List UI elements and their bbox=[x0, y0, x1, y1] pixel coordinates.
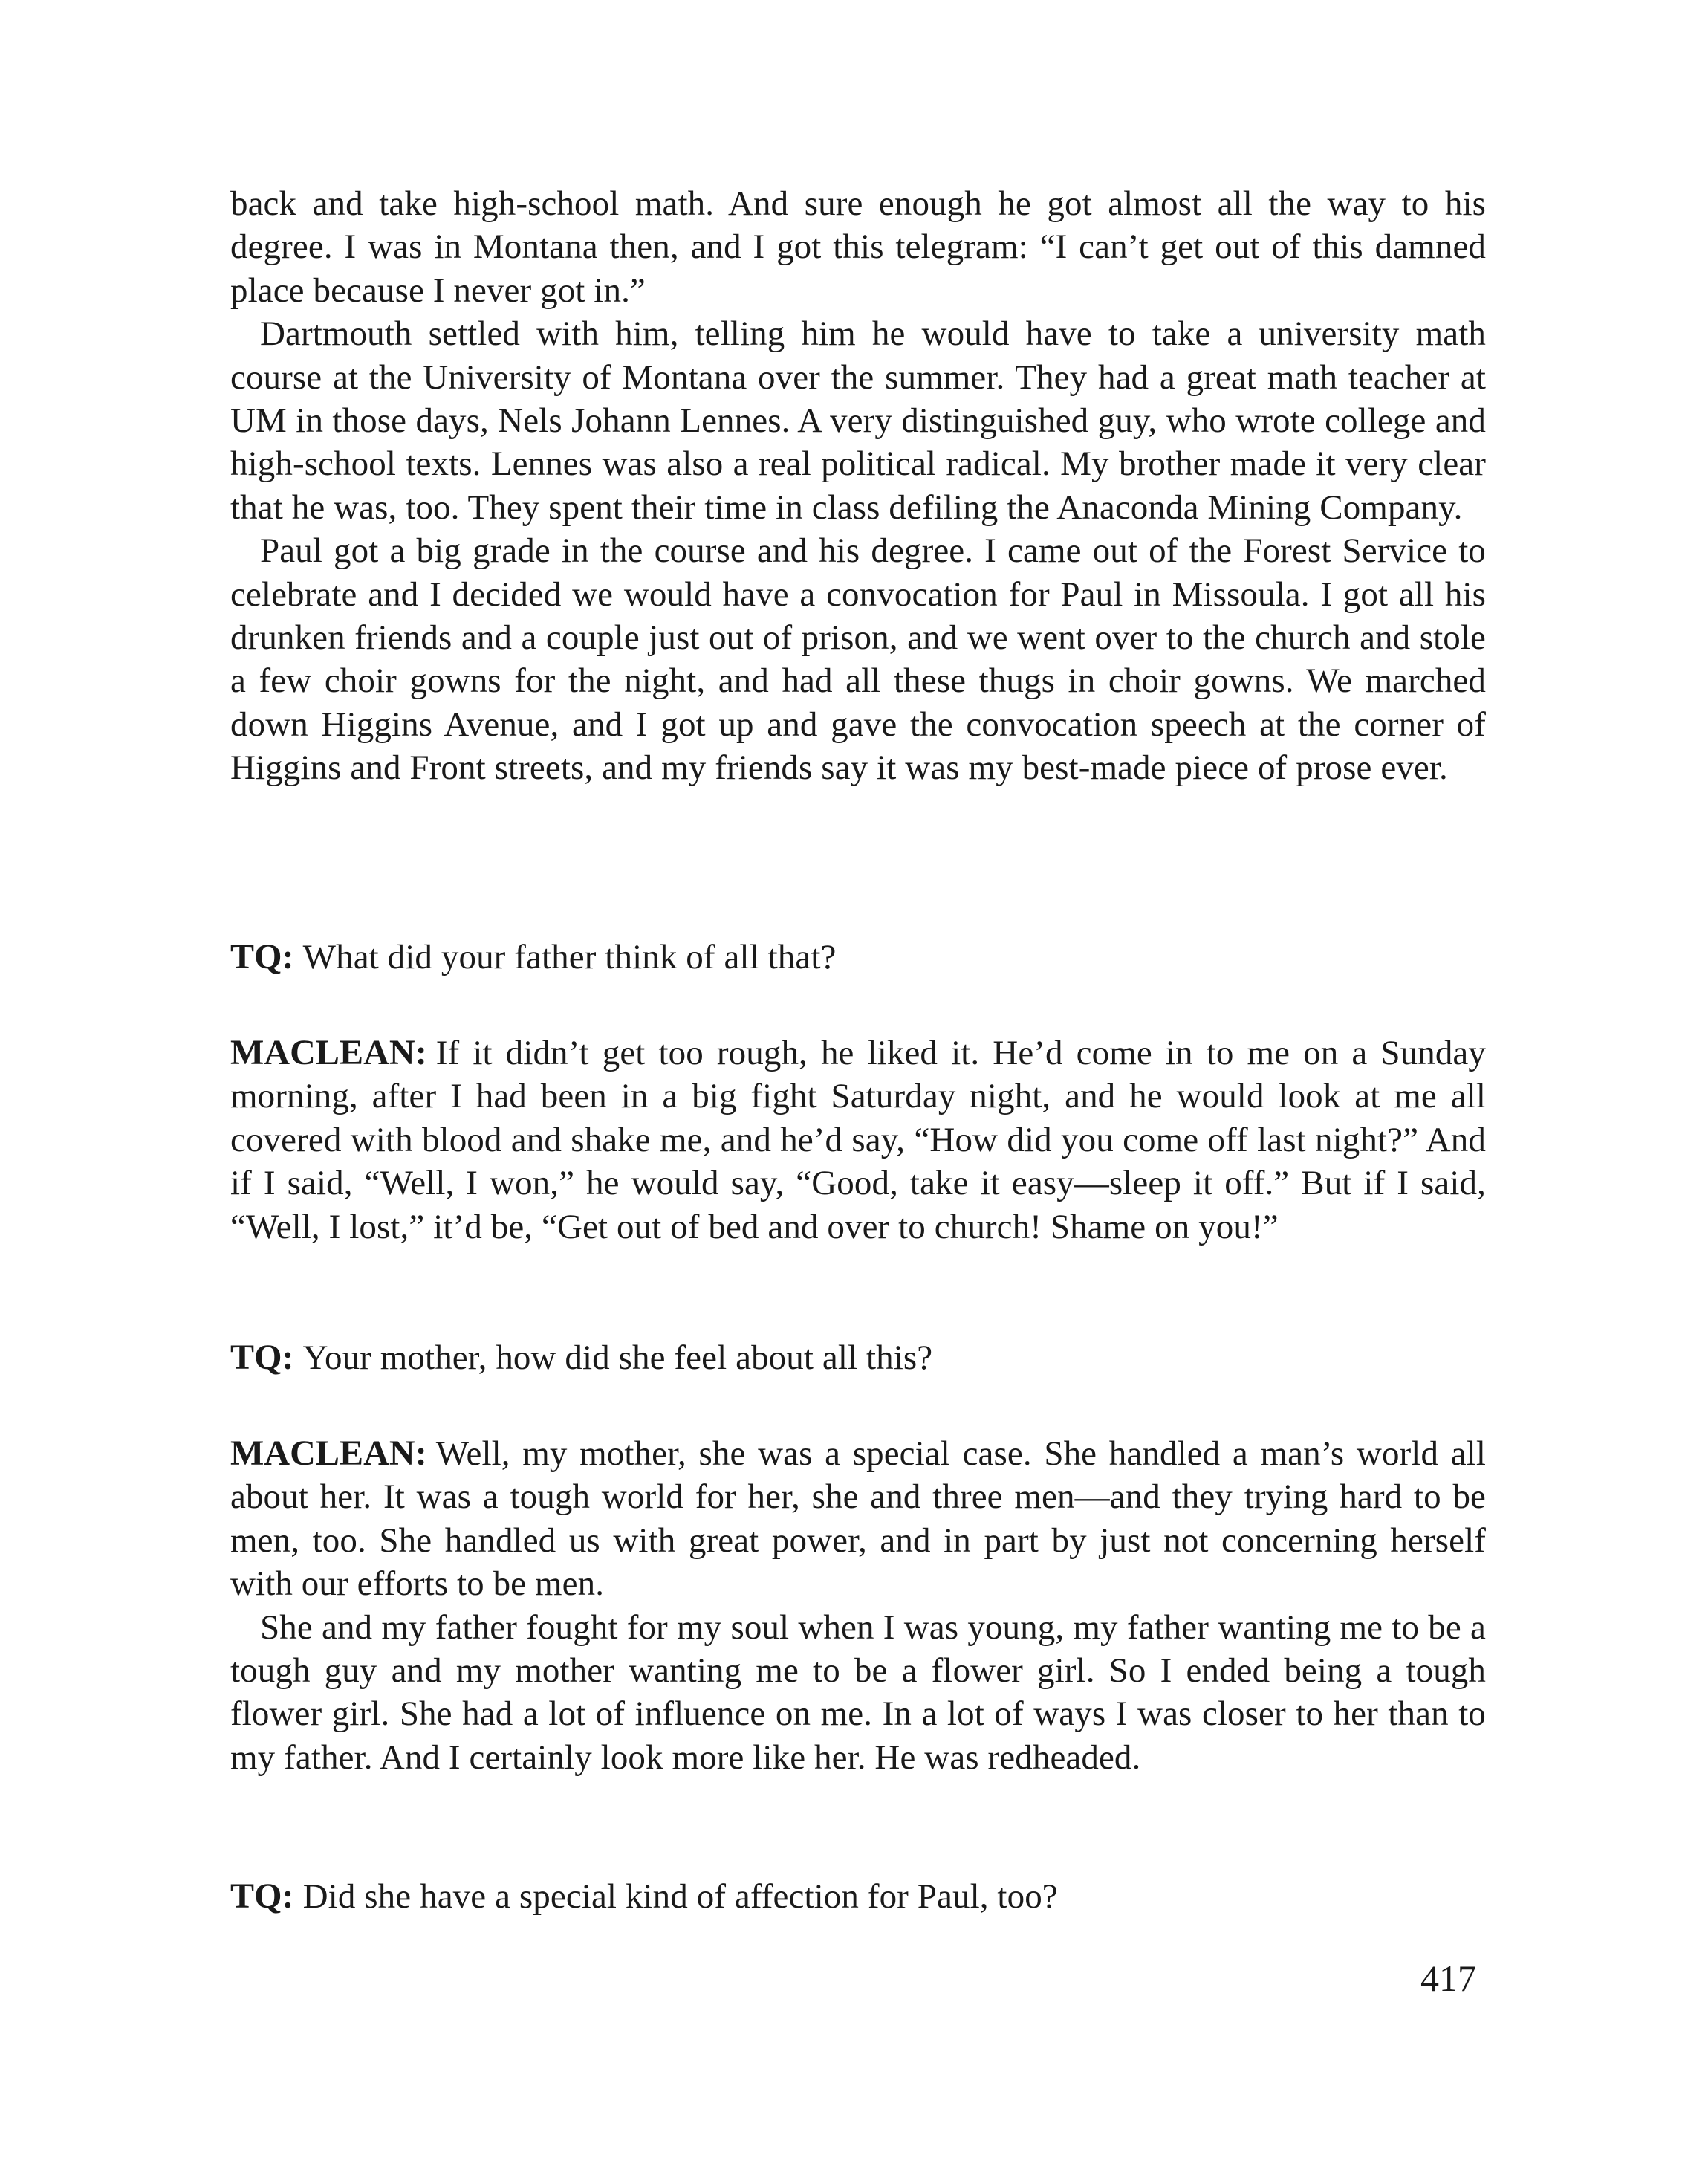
speaker-label: MACLEAN: bbox=[230, 1033, 427, 1072]
speaker-label: TQ: bbox=[230, 937, 294, 976]
question-text: Your mother, how did she feel about all this? bbox=[302, 1338, 933, 1377]
question-paul bbox=[230, 1875, 1486, 1918]
answer-mother bbox=[230, 1432, 1486, 1779]
continuation-section bbox=[230, 182, 1486, 790]
question-mother bbox=[230, 1336, 1486, 1379]
page-number: 417 bbox=[1420, 1957, 1476, 1999]
speaker-label: TQ: bbox=[230, 1338, 294, 1377]
answer-text: Well, my mother, she was a special case. She handled a man’s world all about her. It was a tough world for her, she and three men—and they trying hard to be men, too. She handled us with great power, and in part by just not concerning herself with our efforts to be men. bbox=[230, 1434, 1486, 1604]
question-text: Did she have a special kind of affection for Paul, too? bbox=[302, 1877, 1058, 1916]
paragraph-telegram: back and take high-school math. And sure enough he got almost all the way to his degree. I was in Montana then, and I got this telegram: “I can’t get out of this damned place because I never got in.” bbox=[230, 184, 1486, 310]
speaker-label: MACLEAN: bbox=[230, 1434, 427, 1473]
paragraph-convocation: Paul got a big grade in the course and his degree. I came out of the Forest Service to celebrate and I decided we would have a convocation for Paul in Missoula. I got all his drunken friends and a couple just out of prison, and we went over to the church and stole a few choir gowns for the night, and had all these thugs in choir gowns. We marched down Higgins Avenue, and I got up and gave the convocation speech at the corner of Higgins and Front streets, and my friends say it was my best-made piece of prose ever. bbox=[230, 531, 1486, 788]
question-father bbox=[230, 936, 1486, 979]
answer-father bbox=[230, 1031, 1486, 1248]
speaker-label: TQ: bbox=[230, 1876, 294, 1916]
paragraph-dartmouth: Dartmouth settled with him, telling him he would have to take a university math course at the University of Montana over the summer. They had a great math teacher at UM in those days, Nels Johann Lennes. A very distinguished guy, who wrote college and high-school texts. Lennes was also a real political radical. My brother made it very clear that he was, too. They spent their time in class defiling the Anaconda Mining Company. bbox=[230, 314, 1486, 527]
paragraph-flower-girl: She and my father fought for my soul when I was young, my father wanting me to be a tough guy and my mother wanting me to be a flower girl. So I ended being a tough flower girl. She had a lot of influence on me. In a lot of ways I was closer to her than to my father. And I certainly look more like her. He was redheaded. bbox=[230, 1607, 1486, 1777]
question-text: What did your father think of all that? bbox=[302, 938, 837, 976]
answer-text: If it didn’t get too rough, he liked it. He’d come in to me on a Sunday morning, after I had been in a big fight Saturday night, and he would look at me all covered with blood and shake me, and he’d say, “How did you come off last night?” And if I said, “Well, I won,” he would say, “Good, take it easy—sleep it off.” But if I said, “Well, I lost,” it’d be, “Get out of bed and over to church! Shame on you!” bbox=[230, 1034, 1486, 1246]
